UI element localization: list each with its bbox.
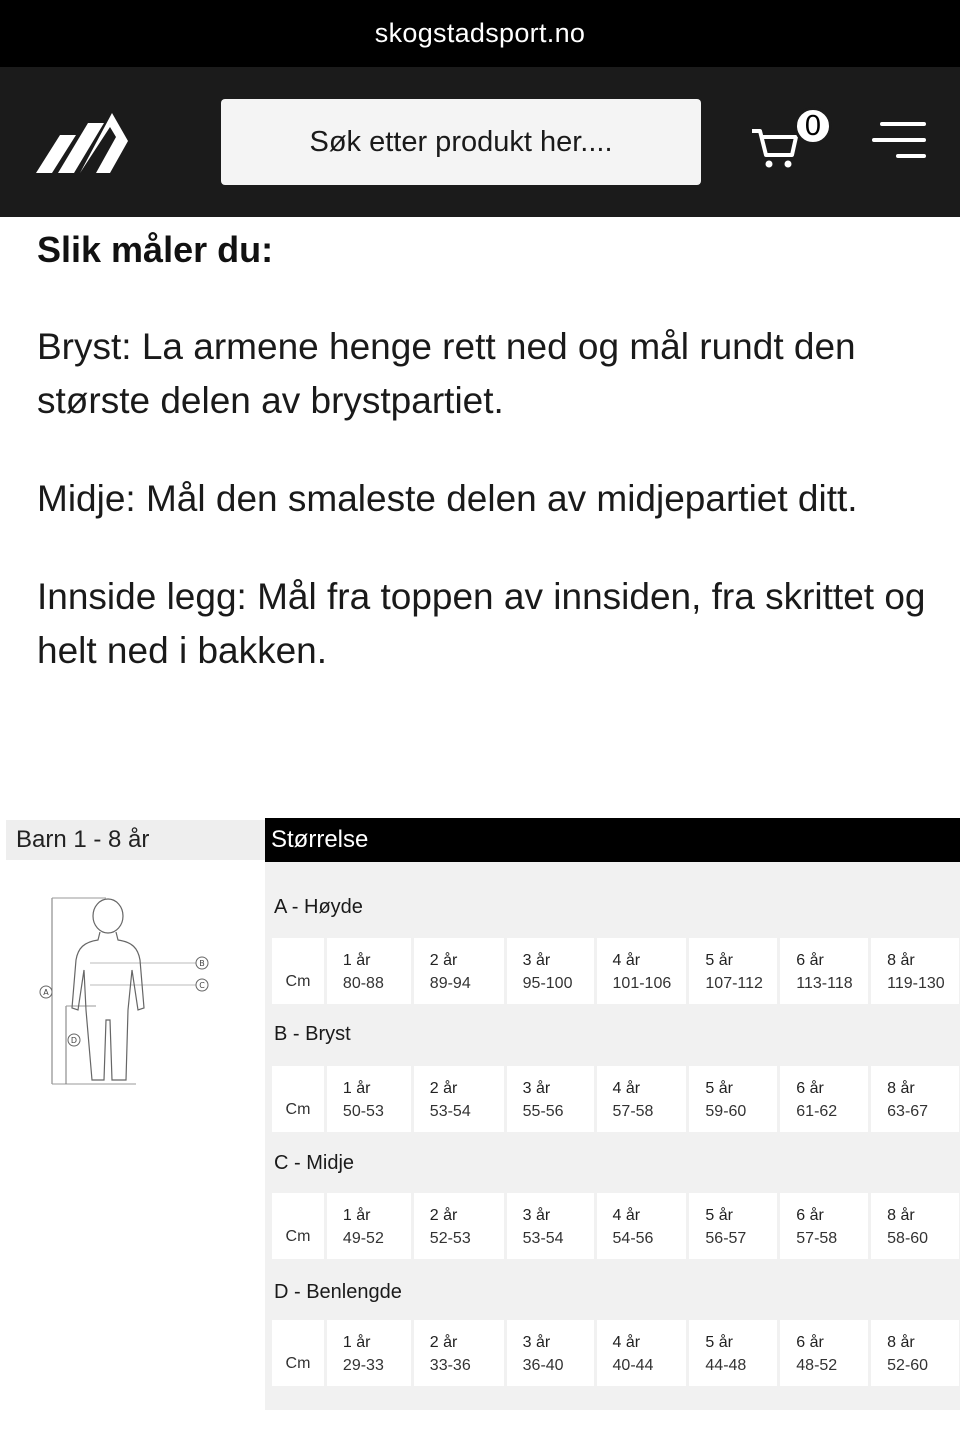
size-cell: 2 år 89-94 bbox=[414, 938, 504, 1004]
size-cell: 3 år 55-56 bbox=[507, 1066, 594, 1132]
size-cell: 5 år 107-112 bbox=[689, 938, 777, 1004]
section-label-chest: B - Bryst bbox=[274, 1023, 351, 1045]
section-label-height: A - Høyde bbox=[274, 896, 363, 918]
age-group-label: Barn 1 - 8 år bbox=[6, 820, 265, 860]
unit-cell: Cm bbox=[272, 1320, 324, 1386]
size-chart-header bbox=[265, 818, 960, 862]
size-row-chest bbox=[272, 1066, 960, 1132]
measurement-guide bbox=[37, 226, 927, 678]
size-cell: 8 år 58-60 bbox=[871, 1193, 959, 1259]
size-row-height bbox=[272, 938, 960, 1004]
size-row-waist bbox=[272, 1193, 960, 1259]
size-cell: 4 år 101-106 bbox=[597, 938, 687, 1004]
inseam-instruction: Innside legg: Mål fra toppen av innsiden, fra skrittet og helt ned i bakken. bbox=[37, 576, 926, 671]
size-cell: 6 år 61-62 bbox=[780, 1066, 868, 1132]
figure-label-a: A bbox=[43, 988, 49, 997]
size-header-label: Størrelse bbox=[271, 826, 369, 853]
section-label-leg-length: D - Benlengde bbox=[274, 1281, 402, 1303]
size-cell: 4 år 54-56 bbox=[597, 1193, 687, 1259]
url-text: skogstadsport.no bbox=[374, 18, 586, 48]
size-cell: 6 år 57-58 bbox=[780, 1193, 868, 1259]
cart-button[interactable] bbox=[750, 107, 832, 177]
chest-instruction: Bryst: La armene henge rett ned og mål rundt den største delen av brystpartiet. bbox=[37, 326, 856, 421]
site-header bbox=[0, 67, 960, 217]
size-cell: 6 år 48-52 bbox=[780, 1320, 868, 1386]
figure-label-c: C bbox=[199, 981, 205, 990]
size-cell: 1 år 80-88 bbox=[327, 938, 411, 1004]
waist-instruction: Midje: Mål den smaleste delen av midjepartiet ditt. bbox=[37, 478, 858, 519]
size-chart-panel bbox=[265, 862, 960, 1410]
size-cell: 8 år 63-67 bbox=[871, 1066, 959, 1132]
size-cell: 3 år 95-100 bbox=[507, 938, 594, 1004]
size-cell: 1 år 49-52 bbox=[327, 1193, 411, 1259]
stripes-logo-icon[interactable] bbox=[36, 111, 132, 175]
search-input[interactable] bbox=[221, 99, 701, 185]
size-cell: 1 år 29-33 bbox=[327, 1320, 411, 1386]
figure-label-d: D bbox=[70, 1036, 78, 1045]
browser-url-bar[interactable] bbox=[0, 0, 960, 67]
size-cell: 2 år 33-36 bbox=[414, 1320, 504, 1386]
size-cell: 2 år 52-53 bbox=[414, 1193, 504, 1259]
size-cell: 4 år 57-58 bbox=[597, 1066, 687, 1132]
size-cell: 3 år 36-40 bbox=[507, 1320, 594, 1386]
size-cell: 8 år 52-60 bbox=[871, 1320, 959, 1386]
size-cell: 5 år 56-57 bbox=[689, 1193, 777, 1259]
size-cell: 2 år 53-54 bbox=[414, 1066, 504, 1132]
unit-cell: Cm bbox=[272, 938, 324, 1004]
guide-heading: Slik måler du: bbox=[37, 229, 274, 270]
section-label-waist: C - Midje bbox=[274, 1152, 355, 1174]
size-cell: 8 år 119-130 bbox=[871, 938, 959, 1004]
size-cell: 3 år 53-54 bbox=[507, 1193, 594, 1259]
unit-cell: Cm bbox=[272, 1193, 324, 1259]
search-placeholder: Søk etter produkt her.... bbox=[309, 125, 613, 158]
cart-count-badge: 0 bbox=[794, 107, 832, 145]
figure-label-b: B bbox=[199, 959, 205, 968]
unit-cell: Cm bbox=[272, 1066, 324, 1132]
size-cell: 1 år 50-53 bbox=[327, 1066, 411, 1132]
size-row-leg-length bbox=[272, 1320, 960, 1386]
hamburger-menu-icon[interactable] bbox=[872, 122, 926, 162]
size-cell: 5 år 59-60 bbox=[689, 1066, 777, 1132]
size-cell: 4 år 40-44 bbox=[597, 1320, 687, 1386]
size-cell: 5 år 44-48 bbox=[689, 1320, 777, 1386]
size-cell: 6 år 113-118 bbox=[780, 938, 868, 1004]
child-measurement-figure bbox=[36, 890, 226, 1090]
cart-icon bbox=[750, 125, 800, 171]
